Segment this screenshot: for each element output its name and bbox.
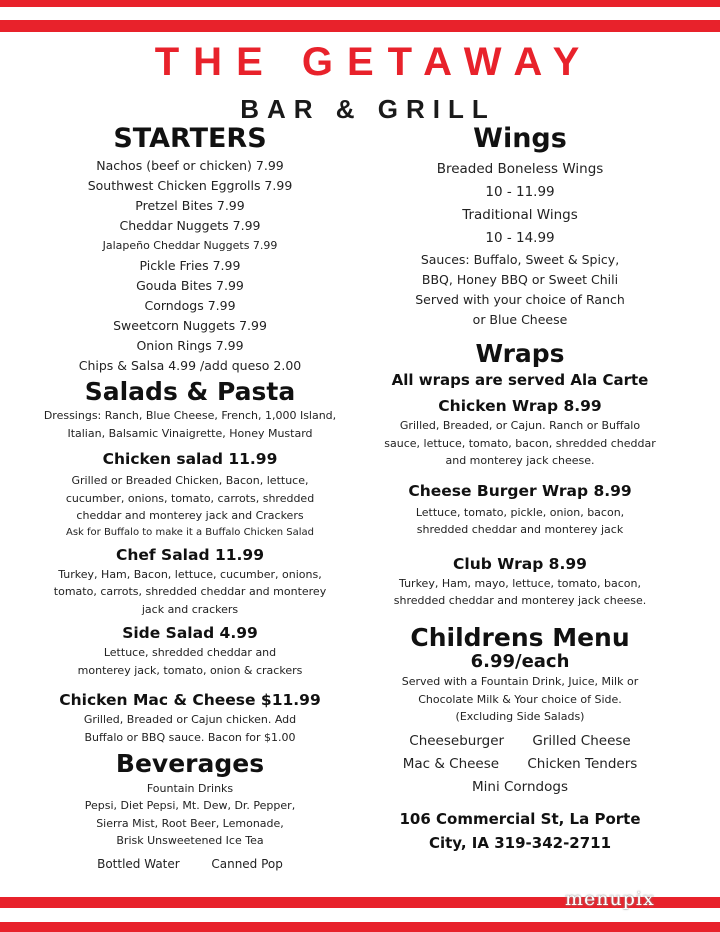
chef-salad-desc: Turkey, Ham, Bacon, lettuce, cucumber, onions,	[58, 567, 322, 581]
side-salad-title: Side Salad 4.99	[122, 624, 258, 643]
cheeseburger-wrap-desc: shredded cheddar and monterey jack	[416, 523, 624, 537]
cheeseburger-wrap-title: Cheese Burger Wrap 8.99	[408, 481, 632, 500]
address-line: City, IA 319-342-2711	[428, 833, 612, 852]
starter-item: Cheddar Nuggets 7.99	[119, 217, 261, 233]
kids-item: Cheeseburger	[409, 732, 505, 749]
kids-row	[370, 730, 670, 753]
club-wrap-desc: shredded cheddar and monterey jack cheese.	[393, 594, 647, 608]
kids-item: Chicken Tenders	[527, 755, 638, 772]
menupix-watermark: menupix	[565, 888, 655, 910]
beverage-line: Pepsi, Diet Pepsi, Mt. Dew, Dr. Pepper,	[84, 799, 296, 813]
top-stripe-2	[0, 20, 720, 32]
kids-price: 6.99/each	[470, 651, 570, 673]
starters-list	[30, 156, 350, 376]
wings-heading: Wings	[473, 123, 567, 154]
starter-item: Jalapeño Cheddar Nuggets 7.99	[102, 238, 278, 252]
beverage-line: Fountain Drinks	[146, 781, 234, 795]
wings-line: 10 - 11.99	[485, 183, 555, 200]
kids-item: Mini Corndogs	[472, 778, 568, 795]
beverage-line: Sierra Mist, Root Beer, Lemonade,	[96, 816, 284, 830]
top-stripe-1	[0, 0, 720, 7]
mac-cheese-title: Chicken Mac & Cheese $11.99	[59, 691, 321, 710]
chicken-salad-desc: Grilled or Breaded Chicken, Bacon, lettuce,	[71, 474, 309, 488]
starter-item: Pretzel Bites 7.99	[135, 197, 245, 213]
address-line: 106 Commercial St, La Porte	[399, 809, 641, 828]
left-column	[30, 124, 350, 873]
mac-cheese-desc: Buffalo or BBQ sauce. Bacon for $1.00	[84, 730, 296, 744]
cheeseburger-wrap-desc: Lettuce, tomato, pickle, onion, bacon,	[415, 505, 625, 519]
kids-desc: Served with a Fountain Drink, Juice, Milk or	[401, 675, 639, 689]
starter-item: Corndogs 7.99	[144, 297, 236, 313]
chicken-wrap-desc: sauce, lettuce, tomato, bacon, shredded cheddar	[384, 436, 656, 450]
dressings-line: Italian, Balsamic Vinaigrette, Honey Mustard	[67, 426, 313, 440]
starters-heading: STARTERS	[113, 123, 267, 154]
beverage-extras	[30, 856, 350, 874]
right-column	[370, 124, 670, 855]
dressings-line: Dressings: Ranch, Blue Cheese, French, 1,000 Island,	[43, 409, 337, 423]
restaurant-name: THE GETAWAY	[154, 40, 594, 84]
kids-row	[370, 753, 670, 776]
kids-item: Mac & Cheese	[402, 755, 500, 772]
chicken-salad-title: Chicken salad 11.99	[102, 450, 278, 469]
starter-item: Onion Rings 7.99	[136, 337, 244, 353]
wings-sauces: BBQ, Honey BBQ or Sweet Chili	[421, 271, 619, 287]
chicken-wrap-title: Chicken Wrap 8.99	[438, 397, 602, 416]
wraps-note: All wraps are served Ala Carte	[391, 371, 649, 390]
starter-item: Southwest Chicken Eggrolls 7.99	[87, 177, 293, 193]
kids-desc: (Excluding Side Salads)	[455, 710, 585, 724]
canned-pop: Canned Pop	[211, 856, 283, 871]
club-wrap-desc: Turkey, Ham, mayo, lettuce, tomato, bacon,	[399, 576, 641, 590]
restaurant-subtitle: BAR & GRILL	[240, 94, 496, 124]
wings-line: Breaded Boneless Wings	[436, 160, 604, 177]
side-salad-desc: monterey jack, tomato, onion & crackers	[77, 663, 303, 677]
starter-item: Chips & Salsa 4.99 /add queso 2.00	[78, 357, 302, 373]
chicken-wrap-desc: and monterey jack cheese.	[445, 454, 595, 468]
bottled-water: Bottled Water	[97, 856, 180, 871]
bottom-stripe-2	[0, 922, 720, 932]
kids-heading: Childrens Menu	[410, 622, 630, 652]
wings-line: 10 - 14.99	[485, 229, 555, 246]
chicken-wrap-desc: Grilled, Breaded, or Cajun. Ranch or Buffalo	[399, 419, 641, 433]
starter-item: Pickle Fries 7.99	[139, 257, 241, 273]
chef-salad-desc: tomato, carrots, shredded cheddar and monterey	[53, 585, 327, 599]
chicken-salad-desc: cucumber, onions, tomato, carrots, shredded	[65, 491, 315, 505]
beverage-line: Brisk Unsweetened Ice Tea	[116, 834, 264, 848]
wings-sauces: Sauces: Buffalo, Sweet & Spicy,	[420, 251, 620, 267]
starter-item: Sweetcorn Nuggets 7.99	[113, 317, 267, 333]
kids-desc: Chocolate Milk & Your choice of Side.	[418, 692, 622, 706]
club-wrap-title: Club Wrap 8.99	[453, 554, 587, 573]
chicken-salad-note: Ask for Buffalo to make it a Buffalo Chicken Salad	[66, 526, 314, 538]
chef-salad-desc: jack and crackers	[141, 602, 239, 616]
chicken-salad-desc: cheddar and monterey jack and Crackers	[76, 509, 304, 523]
chef-salad-title: Chef Salad 11.99	[116, 545, 264, 564]
beverages-heading: Beverages	[115, 749, 265, 779]
wings-sauces: or Blue Cheese	[472, 311, 568, 327]
kids-item: Grilled Cheese	[532, 732, 631, 749]
side-salad-desc: Lettuce, shredded cheddar and	[103, 646, 277, 660]
wraps-heading: Wraps	[475, 338, 565, 368]
salads-heading: Salads & Pasta	[84, 376, 296, 406]
wings-sauces: Served with your choice of Ranch	[415, 291, 625, 307]
mac-cheese-desc: Grilled, Breaded or Cajun chicken. Add	[83, 713, 297, 727]
starter-item: Gouda Bites 7.99	[136, 277, 244, 293]
starter-item: Nachos (beef or chicken) 7.99	[96, 157, 284, 173]
wings-line: Traditional Wings	[462, 206, 578, 223]
